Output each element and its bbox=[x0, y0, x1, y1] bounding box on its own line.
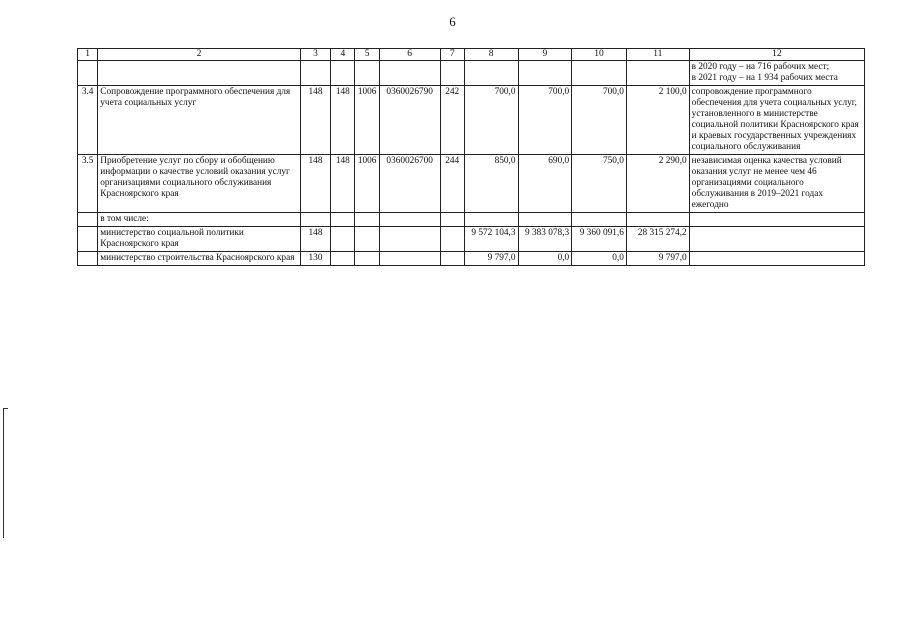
expected-result-cell: в 2020 году – на 716 рабочих мест; в 2021 году – на 1 934 рабочих места bbox=[689, 61, 864, 86]
value-total-cell bbox=[626, 61, 689, 86]
code-gr-cell bbox=[300, 212, 330, 226]
code-csr-cell: 0360026700 bbox=[379, 154, 440, 212]
value-2020-cell: 0,0 bbox=[518, 251, 572, 265]
header-cell: 8 bbox=[464, 49, 518, 61]
header-cell: 1 bbox=[78, 49, 98, 61]
table-row bbox=[78, 154, 865, 212]
value-2019-cell bbox=[464, 212, 518, 226]
value-2019-cell: 9 797,0 bbox=[464, 251, 518, 265]
code-rz-cell: 148 bbox=[331, 86, 355, 155]
code-gr-cell: 148 bbox=[300, 226, 330, 251]
value-total-cell: 9 797,0 bbox=[626, 251, 689, 265]
expected-result-cell bbox=[689, 251, 864, 265]
header-cell: 2 bbox=[98, 49, 301, 61]
code-vr-cell bbox=[440, 251, 464, 265]
value-total-cell: 2 290,0 bbox=[626, 154, 689, 212]
code-rz-cell bbox=[331, 61, 355, 86]
value-2019-cell: 850,0 bbox=[464, 154, 518, 212]
value-2020-cell bbox=[518, 212, 572, 226]
code-vr-cell bbox=[440, 226, 464, 251]
code-rz-cell bbox=[331, 251, 355, 265]
item-name-cell: Приобретение услуг по сбору и обобщению информации о качестве условий оказания услуг организациями социального обслуживания Красноярского края bbox=[98, 154, 301, 212]
code-pr-cell: 1006 bbox=[355, 154, 379, 212]
code-gr-cell bbox=[300, 61, 330, 86]
header-cell: 12 bbox=[689, 49, 864, 61]
row-number-cell bbox=[78, 61, 98, 86]
item-name-cell: министерство строительства Красноярского края bbox=[98, 251, 301, 265]
code-pr-cell bbox=[355, 212, 379, 226]
code-gr-cell: 148 bbox=[300, 154, 330, 212]
value-2021-cell: 9 360 091,6 bbox=[572, 226, 627, 251]
value-2020-cell: 9 383 078,3 bbox=[518, 226, 572, 251]
row-number-cell: 3.5 bbox=[78, 154, 98, 212]
value-2020-cell: 700,0 bbox=[518, 86, 572, 155]
header-cell: 3 bbox=[300, 49, 330, 61]
code-rz-cell bbox=[331, 212, 355, 226]
table-body bbox=[78, 61, 865, 265]
value-2021-cell: 700,0 bbox=[572, 86, 627, 155]
code-csr-cell bbox=[379, 251, 440, 265]
header-cell: 11 bbox=[626, 49, 689, 61]
value-2020-cell: 690,0 bbox=[518, 154, 572, 212]
expected-result-cell bbox=[689, 226, 864, 251]
table-row bbox=[78, 61, 865, 86]
value-2021-cell: 750,0 bbox=[572, 154, 627, 212]
code-vr-cell bbox=[440, 61, 464, 86]
expected-result-cell bbox=[689, 212, 864, 226]
table-row bbox=[78, 226, 865, 251]
code-pr-cell: 1006 bbox=[355, 86, 379, 155]
page-number: 6 bbox=[449, 14, 456, 29]
value-2020-cell bbox=[518, 61, 572, 86]
value-2021-cell bbox=[572, 212, 627, 226]
header-cell: 6 bbox=[379, 49, 440, 61]
value-total-cell bbox=[626, 212, 689, 226]
code-gr-cell: 130 bbox=[300, 251, 330, 265]
header-cell: 10 bbox=[572, 49, 627, 61]
header-cell: 9 bbox=[518, 49, 572, 61]
code-pr-cell bbox=[355, 61, 379, 86]
expected-result-cell: независимая оценка качества условий оказания услуг не менее чем 46 организациями социального обслуживания в 2019–2021 годах ежегодно bbox=[689, 154, 864, 212]
code-csr-cell bbox=[379, 226, 440, 251]
code-csr-cell: 0360026790 bbox=[379, 86, 440, 155]
value-total-cell: 28 315 274,2 bbox=[626, 226, 689, 251]
code-pr-cell bbox=[355, 251, 379, 265]
code-vr-cell: 244 bbox=[440, 154, 464, 212]
item-name-cell: Сопровождение программного обеспечения для учета социальных услуг bbox=[98, 86, 301, 155]
budget-table bbox=[77, 48, 865, 266]
header-row bbox=[78, 49, 865, 61]
code-pr-cell bbox=[355, 226, 379, 251]
item-name-cell: министерство социальной политики Красноярского края bbox=[98, 226, 301, 251]
row-number-cell bbox=[78, 212, 98, 226]
code-gr-cell: 148 bbox=[300, 86, 330, 155]
item-name-cell bbox=[98, 61, 301, 86]
header-cell: 7 bbox=[440, 49, 464, 61]
row-number-cell bbox=[78, 226, 98, 251]
code-rz-cell: 148 bbox=[331, 154, 355, 212]
value-total-cell: 2 100,0 bbox=[626, 86, 689, 155]
code-csr-cell bbox=[379, 212, 440, 226]
table-row bbox=[78, 251, 865, 265]
code-rz-cell bbox=[331, 226, 355, 251]
table-row bbox=[78, 212, 865, 226]
row-number-cell: 3.4 bbox=[78, 86, 98, 155]
item-name-cell: в том числе: bbox=[98, 212, 301, 226]
value-2019-cell bbox=[464, 61, 518, 86]
value-2019-cell: 9 572 104,3 bbox=[464, 226, 518, 251]
code-vr-cell bbox=[440, 212, 464, 226]
code-vr-cell: 242 bbox=[440, 86, 464, 155]
value-2021-cell: 0,0 bbox=[572, 251, 627, 265]
margin-tick bbox=[3, 408, 8, 409]
value-2021-cell bbox=[572, 61, 627, 86]
header-cell: 5 bbox=[355, 49, 379, 61]
header-cell: 4 bbox=[331, 49, 355, 61]
table-row bbox=[78, 86, 865, 155]
value-2019-cell: 700,0 bbox=[464, 86, 518, 155]
row-number-cell bbox=[78, 251, 98, 265]
code-csr-cell bbox=[379, 61, 440, 86]
expected-result-cell: сопровождение программного обеспечения для учета социальных услуг, установленного в министерстве социальной политики Красноярского края и краевых государственных учреждениях социального обслуживания bbox=[689, 86, 864, 155]
margin-line bbox=[3, 408, 4, 538]
